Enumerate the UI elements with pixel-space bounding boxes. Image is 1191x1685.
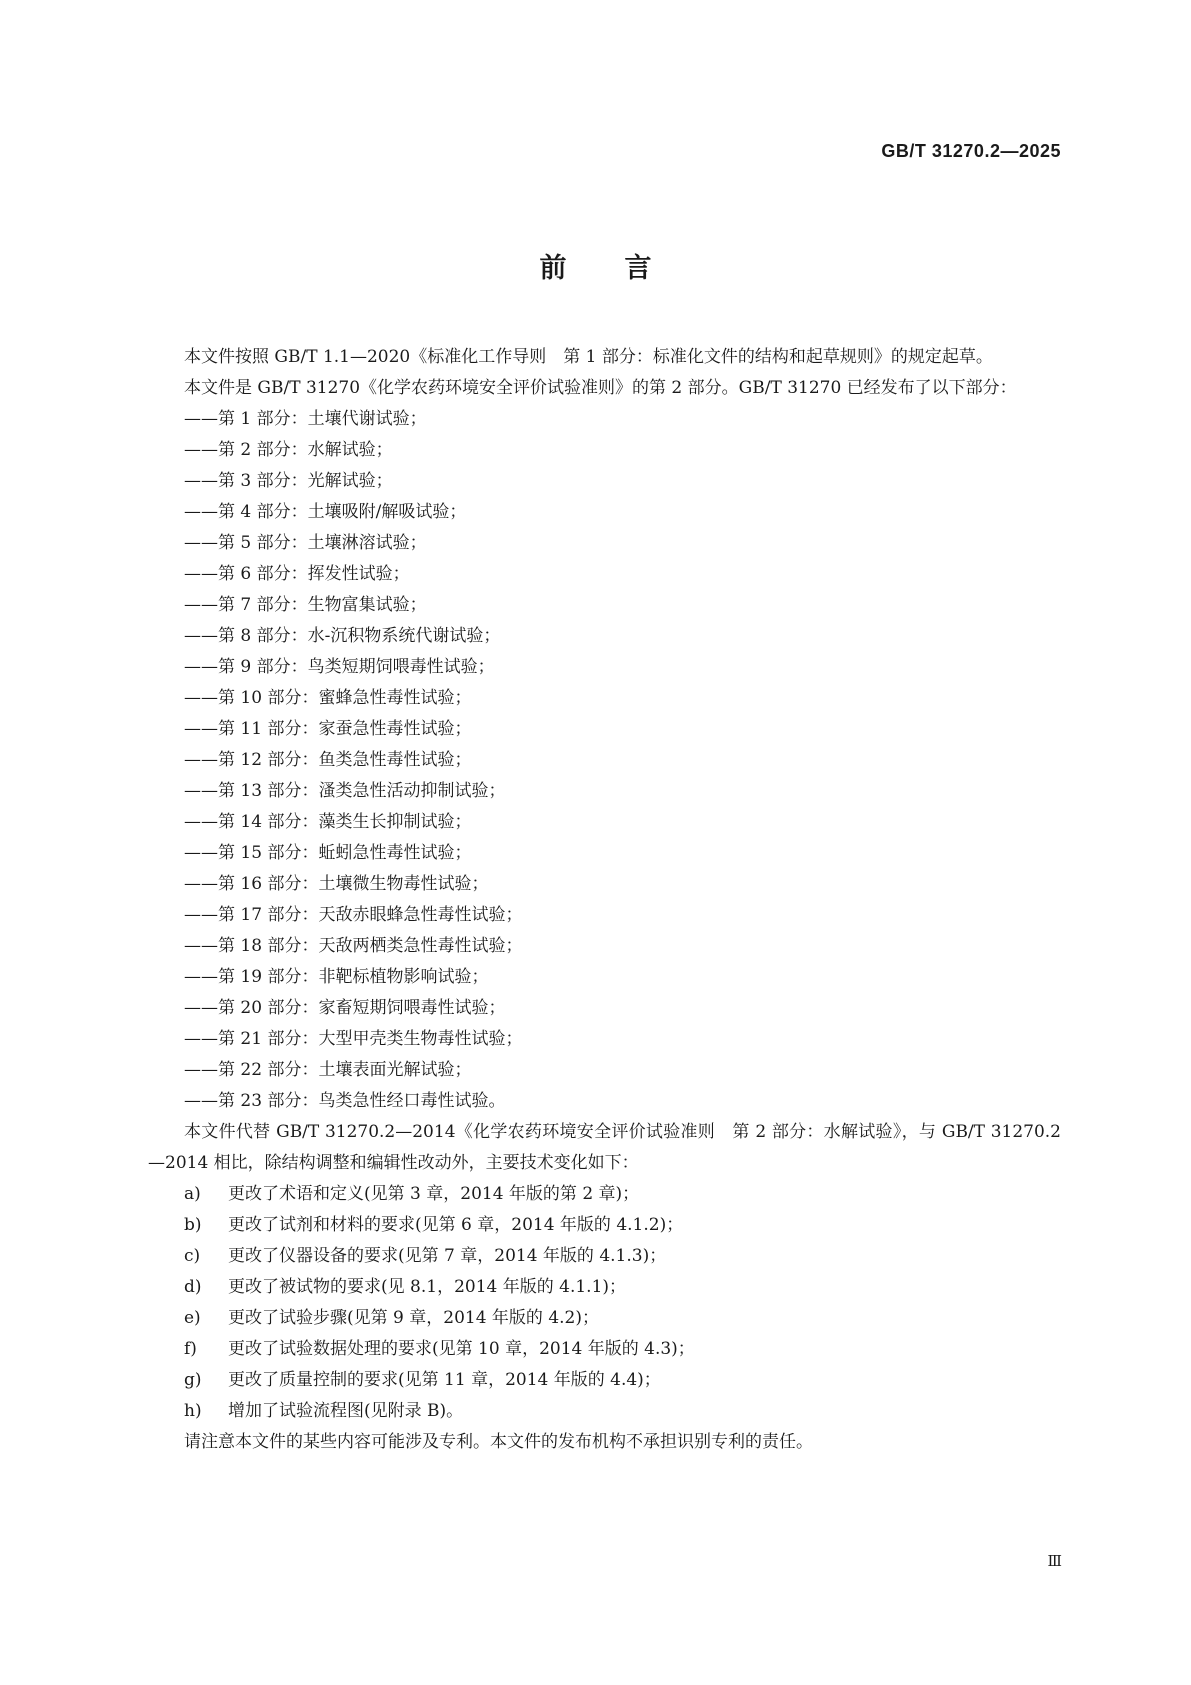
list-item: [148, 1396, 1061, 1427]
item-label: e): [184, 1308, 201, 1328]
item-text: 更改了仪器设备的要求(见第 7 章，2014 年版的 4.1.3)；: [228, 1246, 667, 1266]
list-item: ——第 15 部分：蚯蚓急性毒性试验；: [184, 843, 472, 863]
item-label: c): [184, 1246, 201, 1266]
list-item: ——第 8 部分：水-沉积物系统代谢试验；: [184, 626, 501, 646]
list-item: ——第 1 部分：土壤代谢试验；: [184, 409, 427, 429]
list-item: ——第 2 部分：水解试验；: [184, 440, 393, 460]
list-item: [148, 1334, 1061, 1365]
list-item: ——第 3 部分：光解试验；: [184, 471, 393, 491]
page-number: Ⅲ: [1047, 1552, 1061, 1570]
item-label: h): [184, 1401, 202, 1421]
list-item: [148, 1179, 1061, 1210]
list-item: ——第 10 部分：蜜蜂急性毒性试验；: [184, 688, 472, 708]
list-item: ——第 14 部分：藻类生长抑制试验；: [184, 812, 472, 832]
list-item: ——第 9 部分：鸟类短期饲喂毒性试验；: [184, 657, 495, 677]
list-item: ——第 19 部分：非靶标植物影响试验；: [184, 967, 489, 987]
list-item: ——第 16 部分：土壤微生物毒性试验；: [184, 874, 489, 894]
parts-list: [148, 404, 1061, 1117]
intro-paragraph: 本文件是 GB/T 31270《化学农药环境安全评价试验准则》的第 2 部分。GB/T 31270 已经发布了以下部分：: [184, 378, 1017, 398]
item-text: 更改了试验步骤(见第 9 章，2014 年版的 4.2)；: [228, 1308, 599, 1328]
list-item: [148, 1241, 1061, 1272]
list-item: ——第 5 部分：土壤淋溶试验；: [184, 533, 427, 553]
item-label: d): [184, 1277, 202, 1297]
item-text: 更改了术语和定义(见第 3 章，2014 年版的第 2 章)；: [228, 1184, 640, 1204]
list-item: ——第 6 部分：挥发性试验；: [184, 564, 410, 584]
list-item: ——第 23 部分：鸟类急性经口毒性试验。: [184, 1091, 506, 1111]
list-item: ——第 12 部分：鱼类急性毒性试验；: [184, 750, 472, 770]
list-item: ——第 11 部分：家蚕急性毒性试验；: [184, 719, 472, 739]
list-item: [148, 1210, 1061, 1241]
item-label: f): [184, 1339, 197, 1359]
list-item: ——第 20 部分：家畜短期饲喂毒性试验；: [184, 998, 506, 1018]
item-text: 更改了试验数据处理的要求(见第 10 章，2014 年版的 4.3)；: [228, 1339, 695, 1359]
item-text: 增加了试验流程图(见附录 B)。: [228, 1401, 464, 1421]
replace-paragraph: 本文件代替 GB/T 31270.2—2014《化学农药环境安全评价试验准则 第 2 部分：水解试验》，与 GB/T 31270.2—2014 相比，除结构调整和编辑性改动外，主要技术变化如下：: [148, 1122, 1061, 1173]
foreword-body: [148, 342, 1061, 1458]
item-text: 更改了被试物的要求(见 8.1，2014 年版的 4.1.1)；: [228, 1277, 627, 1297]
item-label: a): [184, 1184, 201, 1204]
list-item: [148, 1303, 1061, 1334]
list-item: ——第 17 部分：天敌赤眼蜂急性毒性试验；: [184, 905, 523, 925]
item-label: g): [184, 1370, 202, 1390]
item-label: b): [184, 1215, 202, 1235]
standard-number: GB/T 31270.2—2025: [881, 141, 1061, 161]
page-title: 前言: [539, 253, 710, 284]
list-item: ——第 7 部分：生物富集试验；: [184, 595, 427, 615]
list-item: ——第 4 部分：土壤吸附/解吸试验；: [184, 502, 467, 522]
list-item: ——第 22 部分：土壤表面光解试验；: [184, 1060, 472, 1080]
item-text: 更改了质量控制的要求(见第 11 章，2014 年版的 4.4)；: [228, 1370, 661, 1390]
changes-list: [148, 1179, 1061, 1427]
intro-paragraph: 本文件按照 GB/T 1.1—2020《标准化工作导则 第 1 部分：标准化文件的结构和起草规则》的规定起草。: [184, 347, 993, 367]
item-text: 更改了试剂和材料的要求(见第 6 章，2014 年版的 4.1.2)；: [228, 1215, 684, 1235]
list-item: [148, 1272, 1061, 1303]
patent-note: 请注意本文件的某些内容可能涉及专利。本文件的发布机构不承担识别专利的责任。: [184, 1432, 813, 1452]
list-item: [148, 1365, 1061, 1396]
list-item: ——第 13 部分：溞类急性活动抑制试验；: [184, 781, 506, 801]
list-item: ——第 21 部分：大型甲壳类生物毒性试验；: [184, 1029, 523, 1049]
list-item: ——第 18 部分：天敌两栖类急性毒性试验；: [184, 936, 523, 956]
